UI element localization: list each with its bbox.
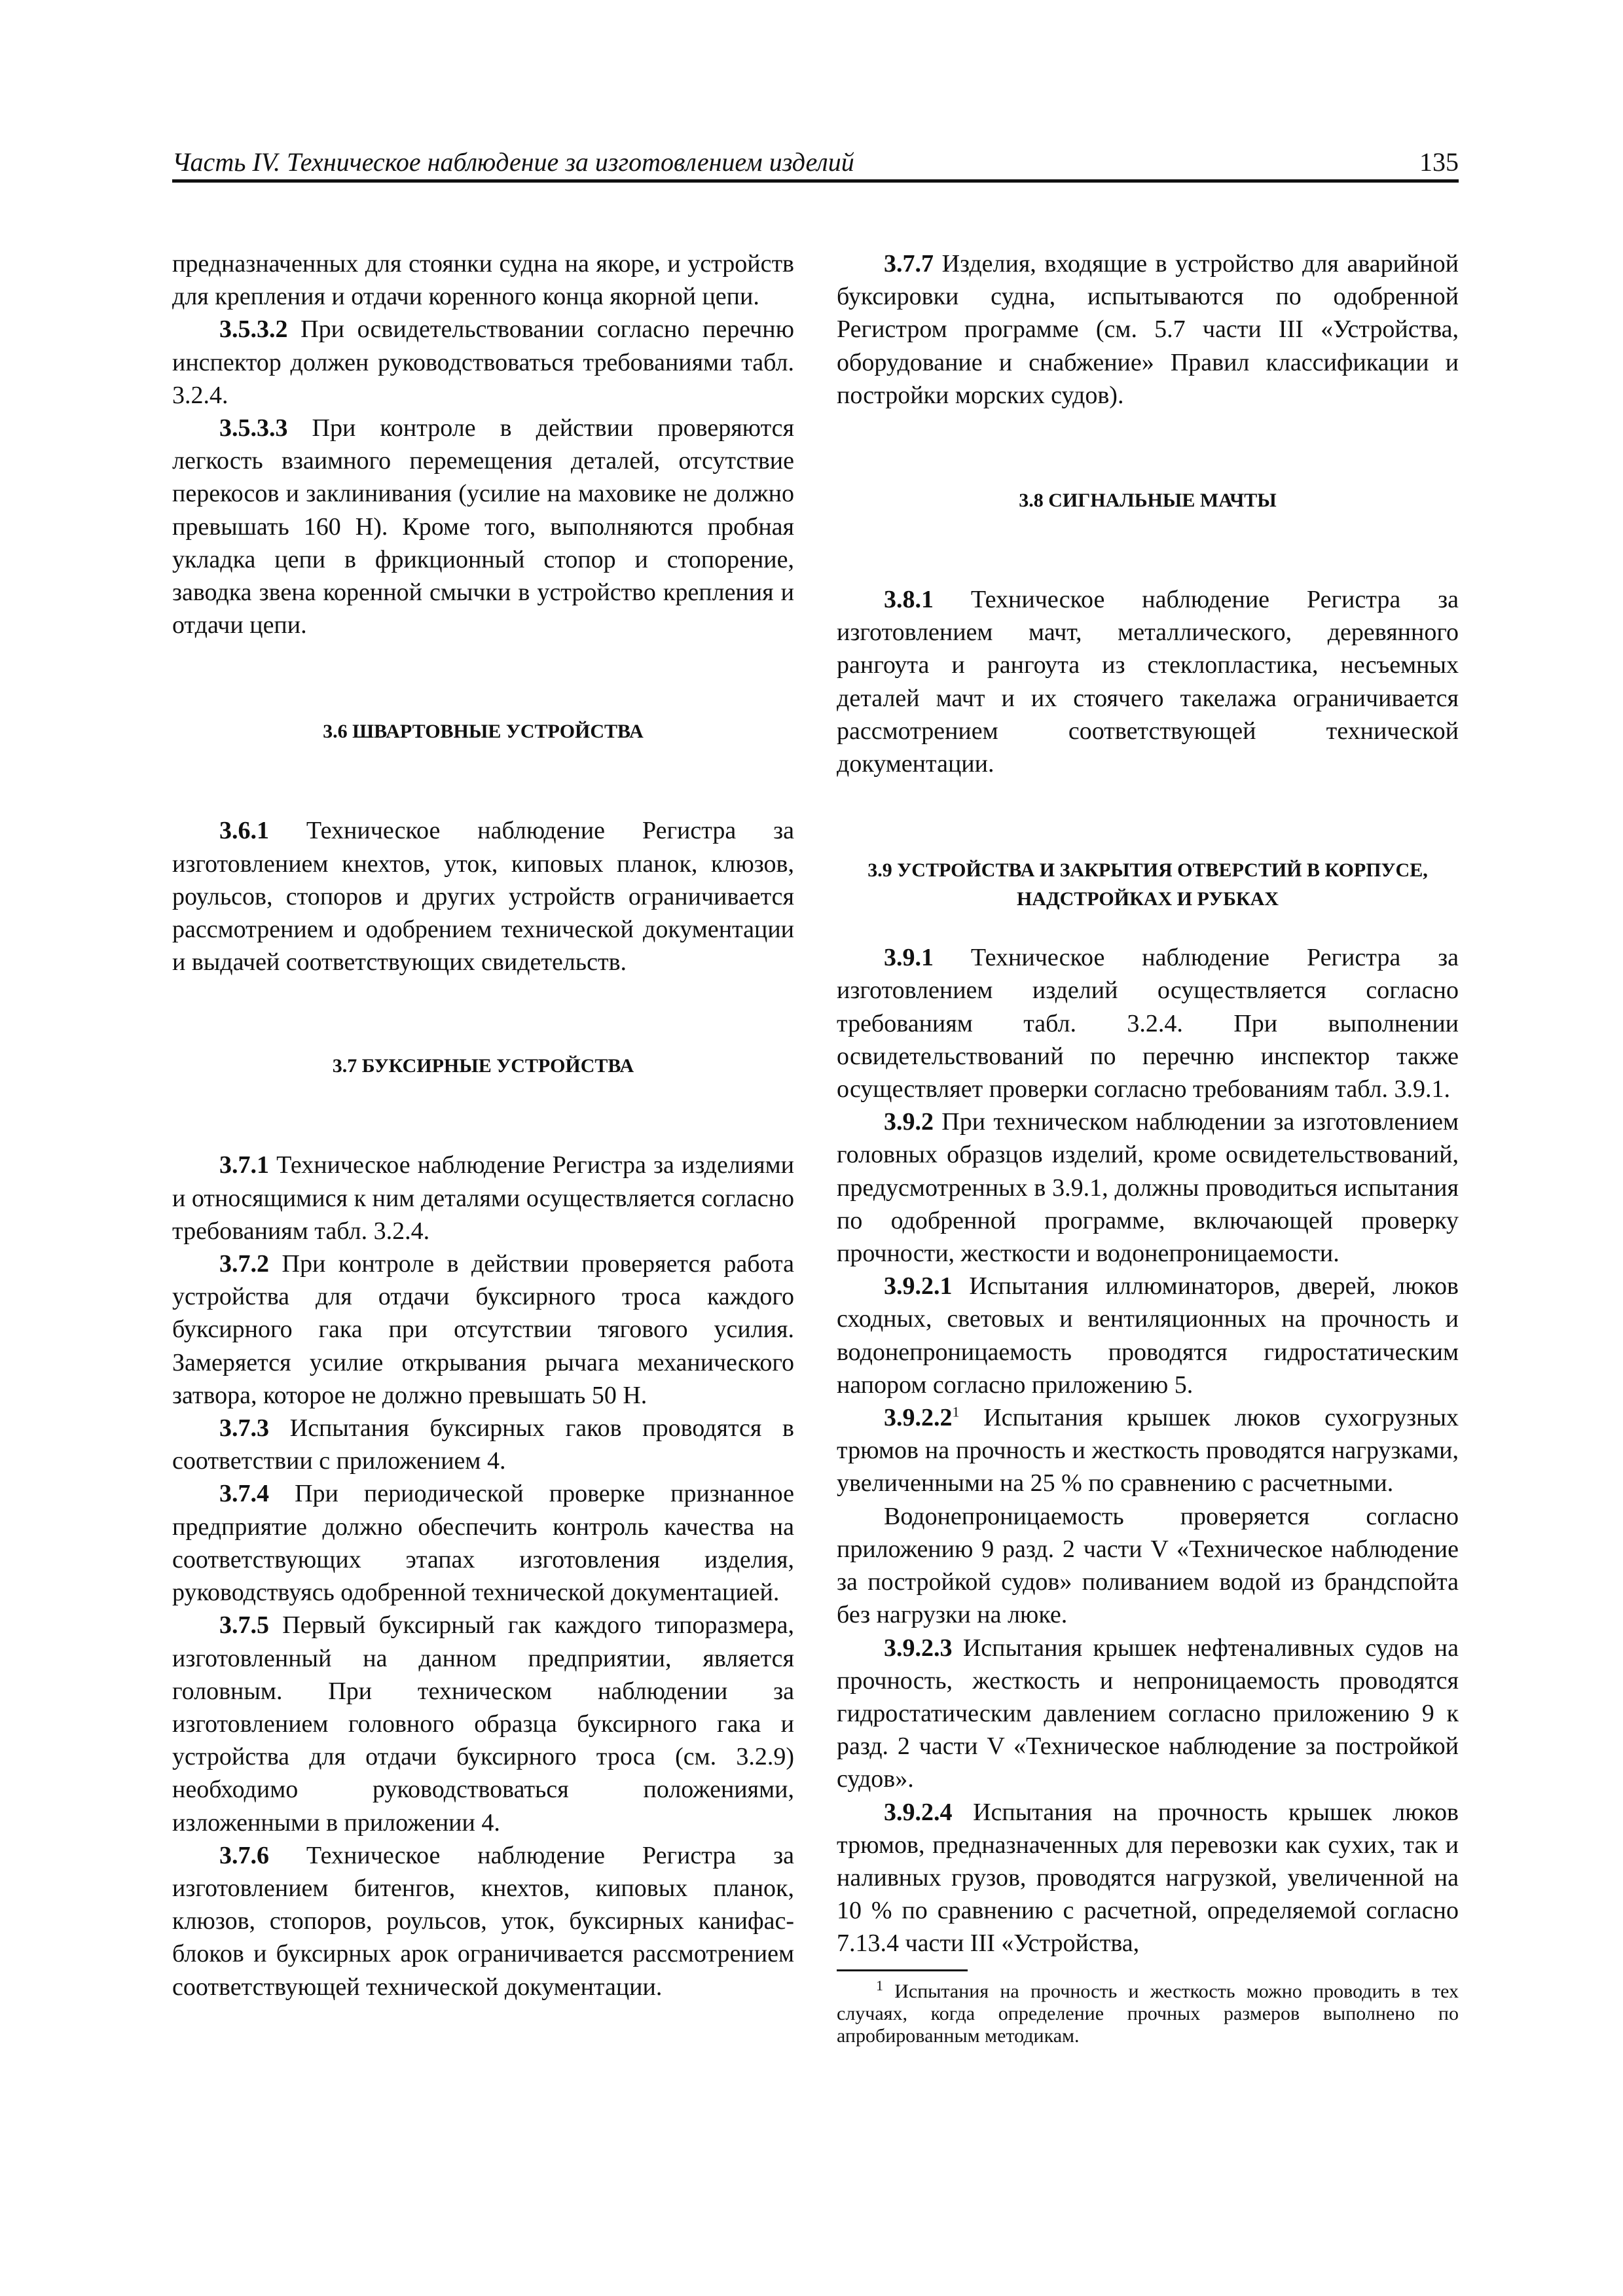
paragraph-3-9-2-3 (837, 1632, 1459, 1796)
clause-text: Испытания крышек нефтеналивных судов на прочность, жесткость и непроницаемость проводятся гидростатическим давлением согласно приложению 9 к разд. 2 части V «Техническое наблюдение за постройкой судов». (837, 1634, 1459, 1793)
footnote-reference: 1 (952, 1403, 960, 1420)
clause-text: Техническое наблюдение Регистра за изготовлением мачт, металлического, деревянного рангоута и рангоута из стеклопластика, несъемных деталей мачт и их стоячего такелажа ограничивается рассмотрением соответствующей технической документации. (837, 586, 1459, 778)
clause-text: Техническое наблюдение Регистра за изготовлением кнехтов, уток, киповых планок, клюзов, роульсов, стопоров и других устройств ограничивается рассмотрением и одобрением технической документации и выдачей соответствующих свидетельств. (172, 817, 794, 977)
paragraph-3-7-6 (172, 1839, 794, 2003)
section-heading-3-9 (837, 856, 1459, 914)
clause-number: 3.7.1 (219, 1151, 269, 1179)
section-heading-3-8: 3.8 СИГНАЛЬНЫЕ МАЧТЫ (1019, 490, 1277, 512)
clause-text: При техническом наблюдении за изготовлением головных образцов изделий, кроме освидетельствований, предусмотренных в 3.9.1, должны проводиться испытания по одобренной программе, включающей проверку прочности, жесткости и водонепроницаемости. (837, 1108, 1459, 1268)
section-heading-3-7: 3.7 БУКСИРНЫЕ УСТРОЙСТВА (332, 1055, 634, 1077)
paragraph-3-7-2 (172, 1247, 794, 1412)
heading-line: 3.9 УСТРОЙСТВА И ЗАКРЫТИЯ ОТВЕРСТИЙ В КОРПУСЕ, (867, 859, 1428, 882)
paragraph-3-9-1 (837, 941, 1459, 1105)
paragraph-3-7-1 (172, 1149, 794, 1247)
paragraph-3-7-3 (172, 1412, 794, 1477)
paragraph-continued: предназначенных для стоянки судна на якоре, и устройств для крепления и отдачи коренного конца якорной цепи. (172, 250, 794, 311)
footnote (837, 1977, 1459, 2047)
paragraph-watertightness: Водонепроницаемость проверяется согласно приложению 9 разд. 2 части V «Техническое наблюдение за постройкой судов» поливанием водой из брандспойта без нагрузки на люке. (837, 1502, 1459, 1629)
paragraph-3-9-2-1 (837, 1270, 1459, 1401)
paragraph-3-9-2-2 (837, 1401, 1459, 1500)
clause-text: При контроле в действии проверяются легкость взаимного перемещения деталей, отсутствие перекосов и заклинивания (усилие на маховике не должно превышать 160 Н). Кроме того, выполняются пробная укладка цепи в фрикционный стопор и стопорение, заводка звена коренной смычки в устройство крепления и отдачи цепи. (172, 414, 794, 639)
header-title: Часть IV. Техническое наблюдение за изготовлением изделий (172, 147, 854, 177)
clause-number: 3.7.2 (219, 1250, 269, 1278)
clause-text: При освидетельствовании согласно перечню инспектор должен руководствоваться требованиями табл. 3.2.4. (172, 315, 794, 409)
paragraph-3-7-7 (837, 247, 1459, 412)
footnote-mark: 1 (876, 1977, 883, 1994)
clause-number: 3.9.2.1 (884, 1272, 953, 1300)
clause-number: 3.8.1 (884, 586, 934, 614)
clause-number: 3.7.5 (219, 1611, 269, 1640)
clause-number: 3.9.1 (884, 944, 934, 972)
paragraph-3-7-5 (172, 1609, 794, 1839)
section-heading-3-6: 3.6 ШВАРТОВНЫЕ УСТРОЙСТВА (323, 721, 644, 743)
paragraph-3-8-1 (837, 583, 1459, 780)
clause-number: 3.7.6 (219, 1841, 269, 1869)
paragraph-3-6-1 (172, 814, 794, 978)
running-header (172, 145, 1459, 183)
clause-text: Испытания буксирных гаков проводятся в соответствии с приложением 4. (172, 1414, 794, 1475)
clause-text: Первый буксирный гак каждого типоразмера, изготовленный на данном предприятии, является головным. При техническом наблюдении за изготовлением головного образца буксирного гака и устройства для отдачи буксирного троса (см. 3.2.9) необходимо руководствоваться положениями, изложенными в приложении 4. (172, 1611, 794, 1837)
clause-text: Испытания крышек люков сухогрузных трюмов на прочность и жесткость проводятся нагрузками, увеличенными на 25 % по сравнению с расчетными. (837, 1404, 1459, 1498)
clause-number: 3.9.2.4 (884, 1798, 953, 1826)
clause-number: 3.7.7 (884, 250, 934, 278)
clause-number: 3.7.3 (219, 1414, 269, 1443)
footnote-text: Испытания на прочность и жесткость можно проводить в тех случаях, когда определение прочных размеров выполнено по апробированным методикам. (837, 1980, 1459, 2047)
paragraph-3-9-2 (837, 1105, 1459, 1270)
clause-text: Испытания иллюминаторов, дверей, люков сходных, световых и вентиляционных на прочность и водонепроницаемость проводятся гидростатическим напором согласно приложению 5. (837, 1272, 1459, 1399)
left-column (172, 247, 794, 2003)
clause-text: Изделия, входящие в устройство для аварийной буксировки судна, испытываются по одобренной Регистром программе (см. 5.7 части III «Устройства, оборудование и снабжение» Правил классификации и постройки морских судов). (837, 250, 1459, 409)
page-number: 135 (1419, 147, 1459, 177)
clause-text: При периодической проверке признанное предприятие должно обеспечить контроль качества на соответствующих этапах изготовления изделия, руководствуясь одобренной технической документацией. (172, 1480, 794, 1607)
paragraph-3-7-4 (172, 1477, 794, 1609)
clause-number: 3.7.4 (219, 1480, 269, 1508)
right-column (837, 247, 1459, 2047)
heading-line: НАДСТРОЙКАХ И РУБКАХ (1016, 888, 1279, 910)
clause-number: 3.9.2 (884, 1108, 934, 1136)
clause-number: 3.9.2.3 (884, 1634, 953, 1662)
paragraph-3-5-3-3 (172, 412, 794, 641)
clause-number: 3.6.1 (219, 817, 269, 845)
paragraph-3-5-3-2 (172, 313, 794, 412)
clause-text: Испытания на прочность крышек люков трюмов, предназначенных для перевозки как сухих, так и наливных грузов, проводятся нагрузкой, увеличенной на 10 % по сравнению с расчетной, определяемой согласно 7.13.4 части III «Устройства, (837, 1798, 1459, 1958)
clause-number: 3.5.3.2 (219, 315, 288, 344)
footnote-divider (837, 1969, 968, 1971)
paragraph-3-9-2-4 (837, 1796, 1459, 1960)
clause-text: Техническое наблюдение Регистра за изготовлением изделий осуществляется согласно требованиям табл. 3.2.4. При выполнении освидетельствований по перечню инспектор также осуществляет проверки согласно требованиям табл. 3.9.1. (837, 944, 1459, 1103)
clause-text: Техническое наблюдение Регистра за изготовлением битенгов, кнехтов, киповых планок, клюзов, стопоров, роульсов, уток, буксирных канифас-блоков и буксирных арок ограничивается рассмотрением соответствующей технической документации. (172, 1841, 794, 2001)
clause-number: 3.9.2.2 (884, 1404, 953, 1432)
clause-text: При контроле в действии проверяется работа устройства для отдачи буксирного троса каждого буксирного гака при отсутствии тягового усилия. Замеряется усилие открывания рычага механического затвора, которое не должно превышать 50 Н. (172, 1250, 794, 1409)
clause-number: 3.5.3.3 (219, 414, 288, 442)
clause-text: Техническое наблюдение Регистра за изделиями и относящимися к ним деталями осуществляется согласно требованиям табл. 3.2.4. (172, 1151, 794, 1245)
